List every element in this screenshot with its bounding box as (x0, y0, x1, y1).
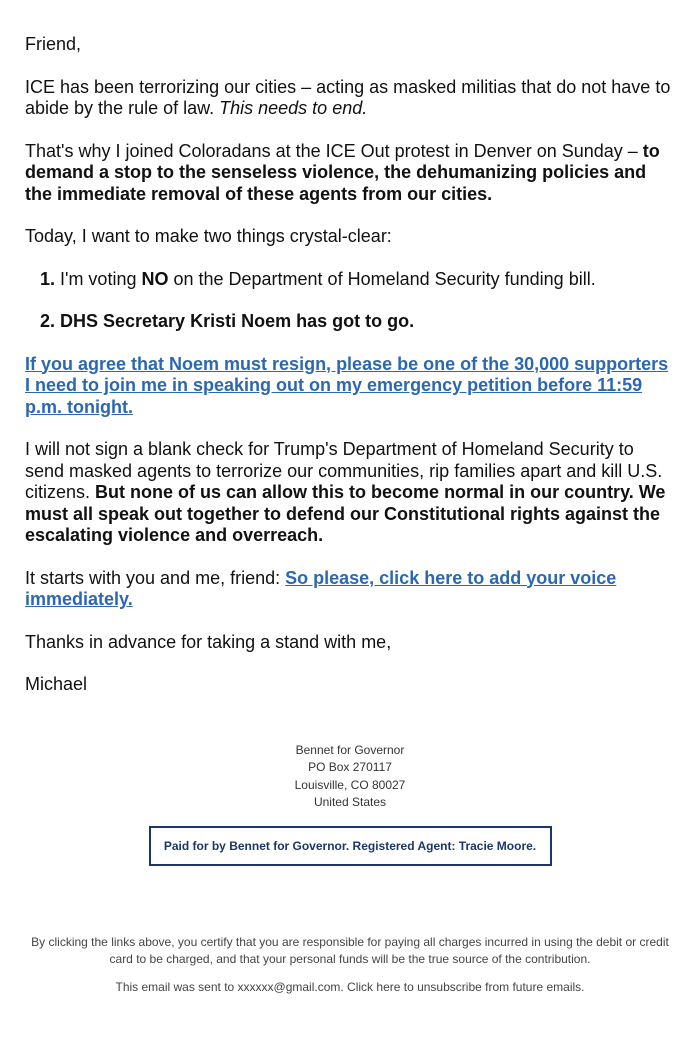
address-line: United States (313, 795, 387, 809)
signature: Michael (25, 674, 88, 694)
petition-link[interactable]: If you agree that Noem must resign, please be one of the 30,000 supporters I need to join me in speaking out on my emergency petition before 11:59 p.m. tonight. (25, 353, 669, 417)
paragraph-blank-check (25, 439, 675, 547)
paragraph-petition (25, 354, 675, 419)
list-text: on the Department of Homeland Security funding bill. (168, 268, 596, 289)
list-item (60, 311, 675, 333)
paid-for-disclaimer: Paid for by Bennet for Governor. Registered Agent: Tracie Moore. (149, 826, 552, 866)
closing: Thanks in advance for taking a stand with me, (25, 631, 392, 652)
emphasis-text: This needs to end. (219, 98, 368, 118)
unsubscribe-text[interactable]: This email was sent to xxxxxx@gmail.com. Click here to unsubscribe from future emails. (115, 979, 585, 994)
paragraph-text: That's why I joined Coloradans at the ICE Out protest in Denver on Sunday – (25, 140, 643, 161)
address-line: PO Box 270117 (308, 760, 392, 774)
list-text: I'm voting (60, 268, 142, 289)
greeting: Friend, (25, 34, 82, 54)
bold-text: DHS Secretary Kristi Noem has got to go. (60, 311, 415, 331)
paragraph-text: I will not sign a blank check for Trump's Department of Homeland Security to send masked agents to terrorize our communities, rip families apart and kill U.S. citizens. (25, 439, 663, 502)
paragraph-text: ICE has been terrorizing our cities – acting as masked militias that do not have to abide by the rule of law. (25, 76, 671, 118)
list-item (60, 269, 675, 291)
paragraph-ice (25, 77, 675, 120)
footer-address (0, 742, 700, 812)
paragraph-protest (25, 141, 675, 206)
address-line: Bennet for Governor (295, 742, 405, 757)
add-voice-link[interactable]: So please, click here to add your voice immediately. (25, 567, 617, 609)
address-line: Louisville, CO 80027 (294, 777, 406, 792)
bold-text: to demand a stop to the senseless violence, the dehumanizing policies and the immediate removal of these agents from our cities. (25, 140, 660, 204)
contribution-disclaimer: By clicking the links above, you certify that you are responsible for paying all charges incurred in using the debit or credit card to be charged, and that your personal funds will be the true source of the contribution. (31, 934, 669, 966)
paragraph-cta (25, 568, 675, 611)
bold-text: But none of us can allow this to become normal in our country. We must all speak out together to defend our Constitutional rights against the escalating violence and overreach. (25, 482, 666, 545)
paragraph-text: It starts with you and me, friend: (25, 567, 286, 588)
bold-text: NO (141, 268, 169, 289)
two-things-list (25, 269, 675, 333)
footer-fine-print (0, 934, 700, 996)
paragraph-intro: Today, I want to make two things crystal-clear: (25, 226, 392, 246)
